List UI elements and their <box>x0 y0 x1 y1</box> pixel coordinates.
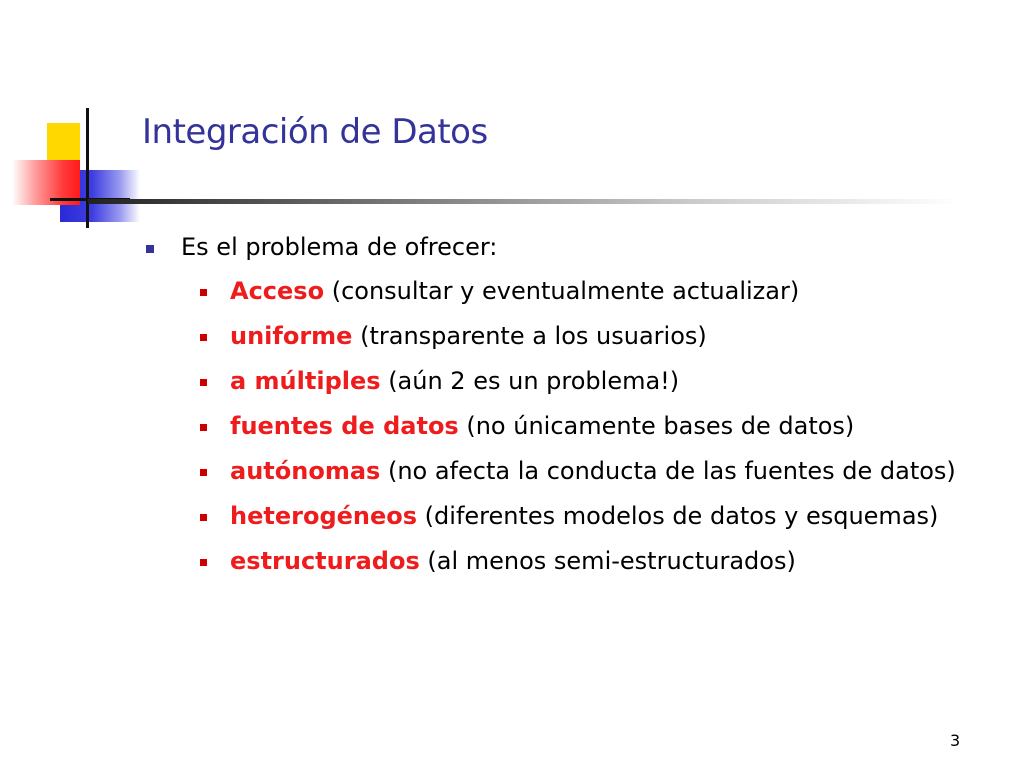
page-number: 3 <box>950 731 961 750</box>
item-description: (transparente a los usuarios) <box>360 322 707 350</box>
vertical-line-decoration <box>86 108 89 228</box>
slide-logo-decoration <box>0 0 140 230</box>
slide-title: Integración de Datos <box>142 112 488 152</box>
sub-bullet-list <box>200 274 980 589</box>
square-bullet-icon <box>200 379 207 386</box>
item-description: (diferentes modelos de datos y esquemas) <box>424 502 939 530</box>
list-item <box>200 544 980 579</box>
item-description: (no afecta la conducta de las fuentes de datos) <box>387 457 956 485</box>
square-bullet-icon <box>146 245 154 253</box>
list-item <box>200 409 980 444</box>
bullet-level1 <box>146 230 926 264</box>
item-term: uniforme <box>230 322 353 350</box>
item-term: estructurados <box>230 547 420 575</box>
title-underline-rule <box>88 199 960 204</box>
item-term: a múltiples <box>230 367 381 395</box>
square-bullet-icon <box>200 289 207 296</box>
list-item <box>200 274 980 309</box>
list-item <box>200 319 980 354</box>
square-bullet-icon <box>200 334 207 341</box>
item-description: (no únicamente bases de datos) <box>466 412 855 440</box>
item-term: Acceso <box>230 277 325 305</box>
square-bullet-icon <box>200 469 207 476</box>
list-item <box>200 499 980 534</box>
square-bullet-icon <box>200 424 207 431</box>
item-description: (aún 2 es un problema!) <box>388 367 680 395</box>
square-bullet-icon <box>200 559 207 566</box>
item-term: heterogéneos <box>230 502 418 530</box>
item-term: autónomas <box>230 457 381 485</box>
item-description: (consultar y eventualmente actualizar) <box>331 277 800 305</box>
list-item <box>200 454 980 489</box>
item-description: (al menos semi-estructurados) <box>427 547 796 575</box>
list-item <box>200 364 980 399</box>
item-term: fuentes de datos <box>230 412 459 440</box>
lead-text: Es el problema de ofrecer: <box>181 233 498 261</box>
square-bullet-icon <box>200 514 207 521</box>
